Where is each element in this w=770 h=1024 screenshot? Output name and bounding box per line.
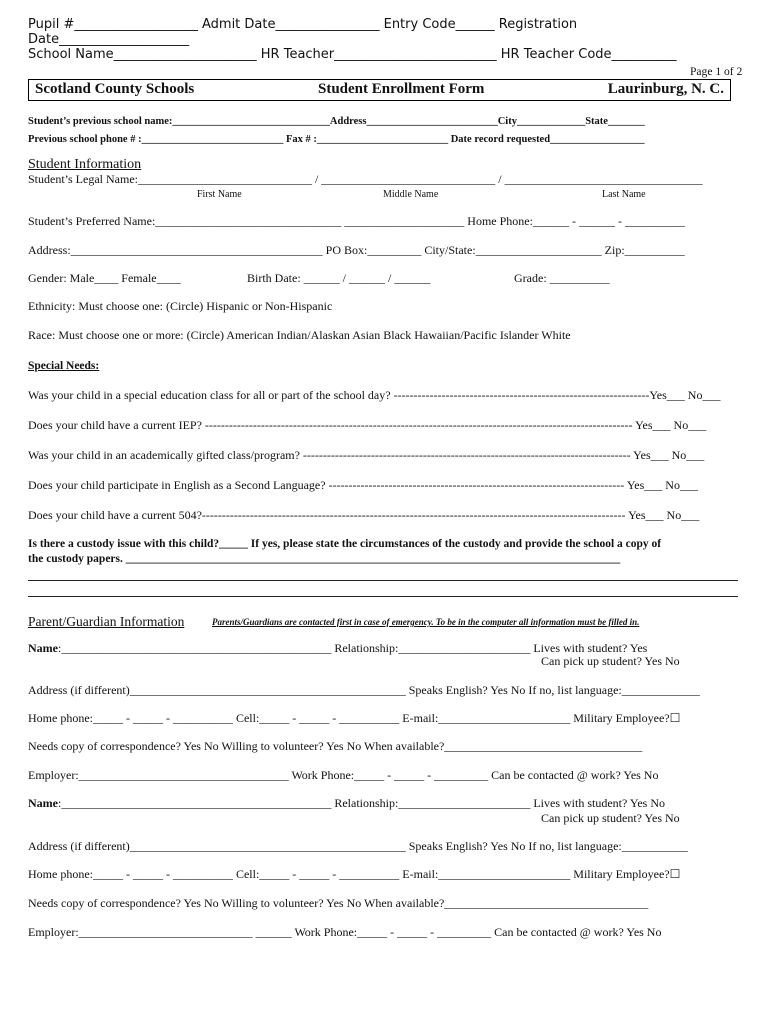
previous-phone-line: Previous school phone # :___________________________ Fax # :_________________________ Date record requested__________________	[28, 134, 645, 145]
guardian-1-phones	[28, 712, 680, 726]
guardian-2-phones	[28, 868, 680, 882]
middle-name-caption: Middle Name	[383, 189, 439, 200]
birth-date-field: Birth Date: ______ / ______ / ______	[247, 271, 431, 285]
military-checkbox-1[interactable]: ☐	[669, 711, 681, 725]
special-needs-heading: Special Needs:	[28, 360, 100, 372]
top-fields-line-1: Pupil #___________________ Admit Date________________ Entry Code______ Registration	[28, 17, 578, 32]
guardian-2-name-rest: :_____________________________________________ Relationship:______________________ Lives with student? Yes No	[58, 796, 665, 810]
top-fields-line-2: Date____________________	[28, 32, 190, 47]
special-ed-question: Was your child in a special education class for all or part of the school day? ----------------------------------------------------------------Yes___ No___	[28, 388, 721, 402]
ethnicity-line: Ethnicity: Must choose one: (Circle) Hispanic or Non-Hispanic	[28, 299, 333, 313]
first-name-caption: First Name	[197, 189, 242, 200]
form-title-box	[28, 79, 731, 101]
legal-name-line: Student’s Legal Name:_____________________________ / _____________________________ / _________________________________	[28, 172, 703, 186]
guardian-1-name-rest: :_____________________________________________ Relationship:______________________ Lives with student? Yes	[58, 641, 648, 655]
guardian-2-correspondence: Needs copy of correspondence? Yes No Willing to volunteer? Yes No When available?__________________________________	[28, 896, 649, 910]
race-line: Race: Must choose one or more: (Circle) American Indian/Alaskan Asian Black Hawaiian/Pacific Islander White	[28, 328, 571, 342]
custody-question-cont: the custody papers. ______________________________________________________________________________________	[28, 553, 621, 565]
guardian-1-correspondence: Needs copy of correspondence? Yes No Willing to volunteer? Yes No When available?_________________________________	[28, 739, 643, 753]
parent-info-note: Parents/Guardians are contacted first in case of emergency. To be in the computer all information must be filled in.	[212, 617, 640, 627]
gender-field: Gender: Male____ Female____	[28, 271, 181, 285]
guardian-2-employer: Employer:_____________________________ ______ Work Phone:_____ - _____ - _________ Can be contacted @ work? Yes No	[28, 925, 662, 939]
last-name-caption: Last Name	[602, 189, 646, 200]
address-line: Address:__________________________________________ PO Box:_________ City/State:_____________________ Zip:__________	[28, 243, 685, 257]
custody-blank-line-2	[28, 596, 738, 597]
form-title: Student Enrollment Form	[318, 81, 485, 97]
guardian-2-phones-text: Home phone:_____ - _____ - __________ Cell:_____ - _____ - __________ E-mail:______________________ Military Employee?	[28, 867, 670, 881]
guardian-1-employer: Employer:___________________________________ Work Phone:_____ - _____ - _________ Can be contacted @ work? Yes No	[28, 768, 659, 782]
previous-school-line: Student’s previous school name:______________________________Address_________________________City_____________State_______	[28, 116, 645, 127]
page-number: Page 1 of 2	[689, 64, 742, 78]
guardian-1-pickup: Can pick up student? Yes No	[541, 654, 680, 668]
gifted-question: Was your child in an academically gifted class/program? ---------------------------------------------------------------------------------- Yes___ No___	[28, 448, 705, 462]
custody-question: Is there a custody issue with this child?_____ If yes, please state the circumstances of the custody and provide the school a copy of	[28, 538, 662, 550]
guardian-1-phones-text: Home phone:_____ - _____ - __________ Cell:_____ - _____ - __________ E-mail:______________________ Military Employee?	[28, 711, 670, 725]
military-checkbox-2[interactable]: ☐	[669, 867, 681, 881]
top-fields-line-3: School Name______________________ HR Teacher_________________________ HR Teacher Code__________	[28, 47, 677, 62]
location: Laurinburg, N. C.	[607, 81, 724, 97]
guardian-2-name-line	[28, 797, 665, 811]
iep-question: Does your child have a current IEP? ----------------------------------------------------------------------------------------------------------- Yes___ No___	[28, 418, 707, 432]
school-system-name: Scotland County Schools	[35, 81, 195, 97]
504-question: Does your child have a current 504?---------------------------------------------------------------------------------------------------------- Yes___ No___	[28, 508, 700, 522]
guardian-1-name-label: Name	[28, 641, 58, 655]
guardian-2-pickup: Can pick up student? Yes No	[541, 811, 680, 825]
guardian-2-address: Address (if different)______________________________________________ Speaks English? Yes No If no, list language:___________	[28, 839, 688, 853]
esl-question: Does your child participate in English as a Second Language? -------------------------------------------------------------------------- Yes___ No___	[28, 478, 698, 492]
guardian-1-address: Address (if different)______________________________________________ Speaks English? Yes No If no, list language:_____________	[28, 683, 700, 697]
grade-field: Grade: __________	[514, 271, 610, 285]
guardian-2-name-label: Name	[28, 796, 58, 810]
student-info-heading: Student Information	[28, 157, 142, 172]
preferred-name-line: Student’s Preferred Name:_______________________________ ____________________ Home Phone:______ - ______ - __________	[28, 214, 685, 228]
parent-info-heading: Parent/Guardian Information	[28, 614, 185, 629]
custody-blank-line-1	[28, 580, 738, 581]
